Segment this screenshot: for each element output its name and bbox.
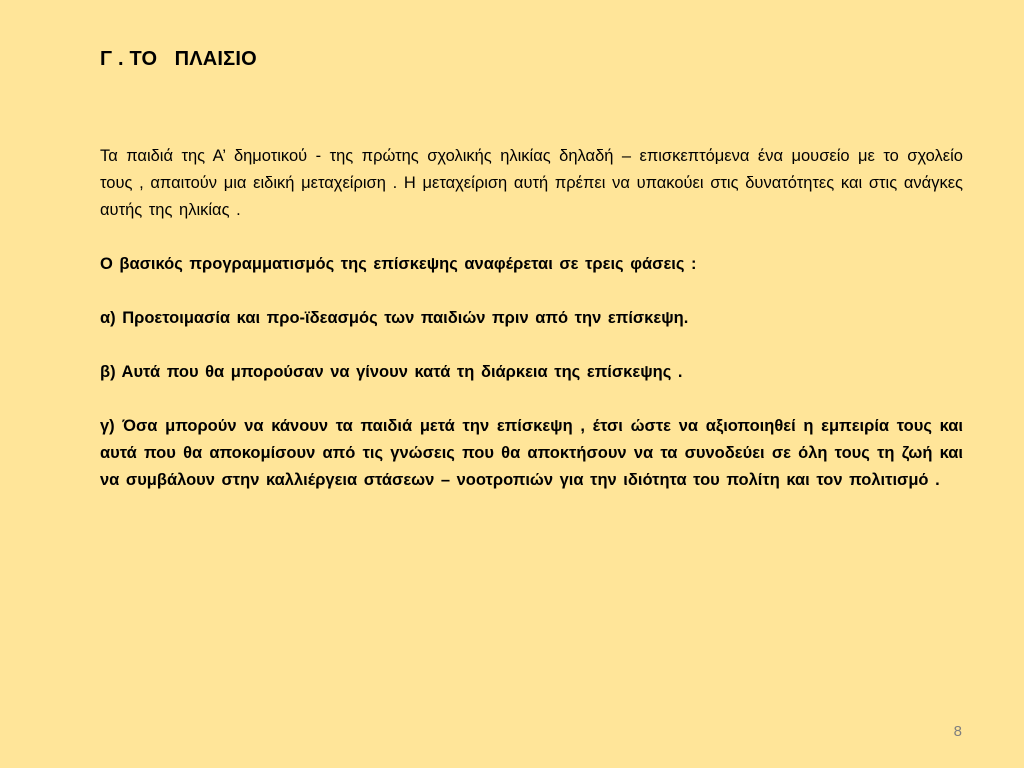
phases-heading: Ο βασικός προγραμματισμός της επίσκεψης αναφέρεται σε τρεις φάσεις :	[100, 255, 697, 273]
intro-paragraph: Τα παιδιά της Α’ δημοτικού - της πρώτης σχολικής ηλικίας δηλαδή – επισκεπτόμενα ένα μουσείο με το σχολείο τους , απαιτούν μια ειδική μεταχείριση . Η μεταχείριση αυτή πρέπει να υπακούει στις δυνατότητες και στις ανάγκες αυτής της ηλικίας .	[100, 147, 963, 219]
phase-b-item: β) Αυτά που θα μπορούσαν να γίνουν κατά τη διάρκεια της επίσκεψης .	[100, 363, 683, 381]
slide-title: Γ . ΤΟ ΠΛΑΙΣΙΟ	[100, 48, 257, 70]
slide-body	[100, 143, 963, 494]
phase-a-item: α) Προετοιμασία και προ-ϊδεασμός των παιδιών πριν από την επίσκεψη.	[100, 309, 689, 327]
phase-c-item: γ) Όσα μπορούν να κάνουν τα παιδιά μετά την επίσκεψη , έτσι ώστε να αξιοποιηθεί η εμπειρία τους και αυτά που θα αποκομίσουν από τις γνώσεις που θα αποκτήσουν να τα συνοδεύει σε όλη τους τη ζωή και να συμβάλουν στην καλλιέργεια στάσεων – νοοτροπιών για την ιδιότητα του πολίτη και τον πολιτισμό .	[100, 417, 963, 489]
page-number: 8	[953, 723, 962, 740]
